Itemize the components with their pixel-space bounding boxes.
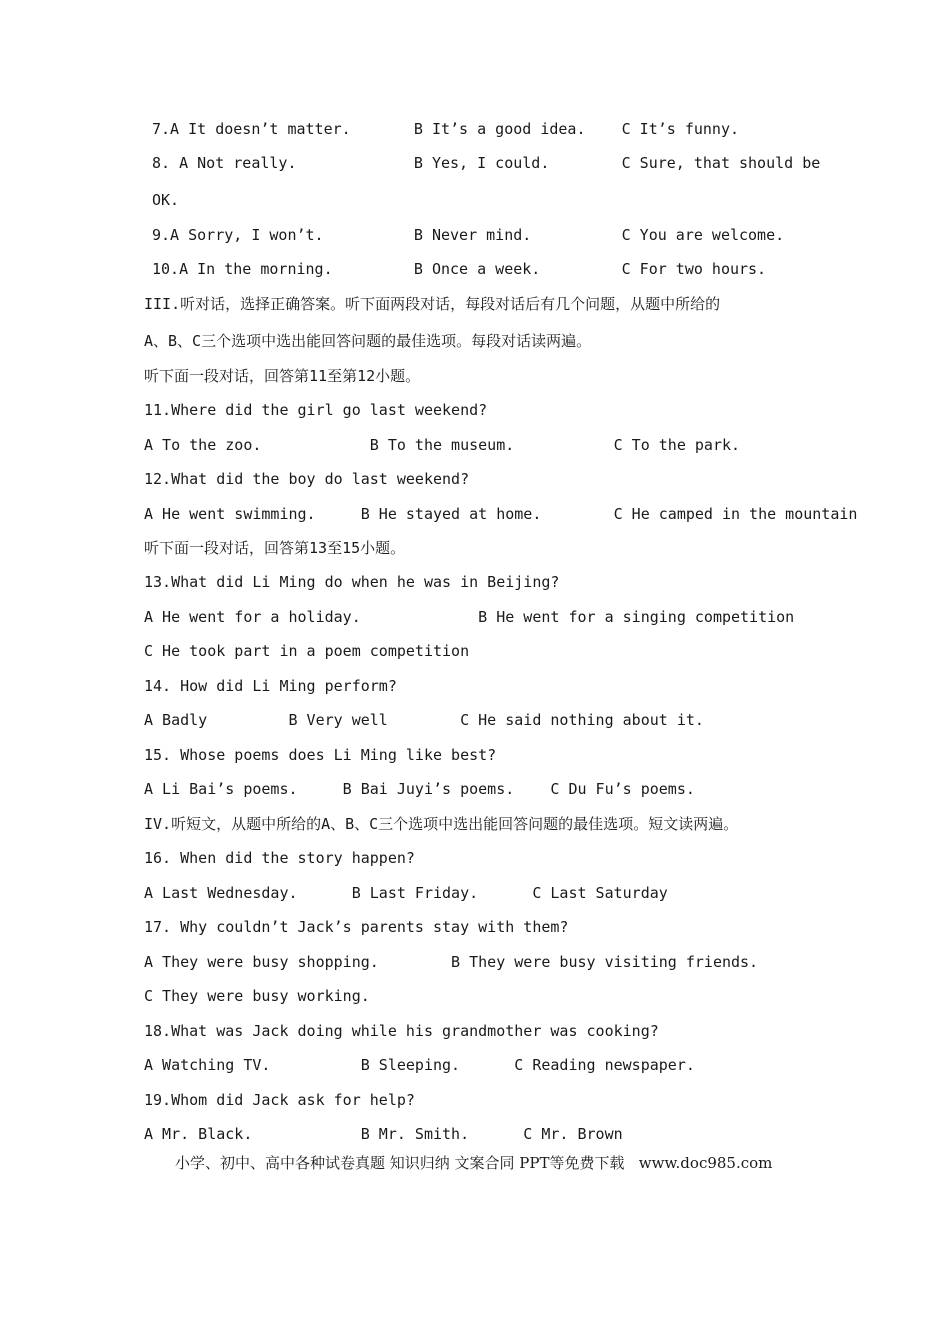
options-16: A Last Wednesday. B Last Friday. C Last Saturday (144, 884, 668, 902)
question-16: 16. When did the story happen? (144, 849, 415, 867)
question-14: 14. How did Li Ming perform? (144, 677, 397, 695)
section-iii-heading: III.听对话，选择正确答案。听下面两段对话，每段对话后有几个问题，从题中所给的 (144, 295, 721, 313)
page-footer: 小学、初中、高中各种试卷真题 知识归纳 文案合同 PPT等免费下载 www.doc985.com (175, 1154, 773, 1172)
options-13-cont: C He took part in a poem competition (144, 642, 470, 660)
question-13: 13.What did Li Ming do when he was in Beijing? (144, 573, 560, 591)
line-q10: 10.A In the morning. B Once a week. C For two hours. (152, 260, 767, 278)
line-q8-cont: OK. (152, 191, 180, 209)
options-19: A Mr. Black. B Mr. Smith. C Mr. Brown (144, 1125, 623, 1143)
options-17-cont: C They were busy working. (144, 987, 370, 1005)
section-iii-heading-cont: A、B、C三个选项中选出能回答问题的最佳选项。每段对话读两遍。 (144, 332, 592, 350)
line-q8: 8. A Not really. B Yes, I could. C Sure, that should be (152, 154, 821, 172)
question-12: 12.What did the boy do last weekend? (144, 470, 470, 488)
dialogue-instruction-1: 听下面一段对话，回答第11至第12小题。 (144, 367, 421, 385)
options-11: A To the zoo. B To the museum. C To the park. (144, 436, 741, 454)
options-17: A They were busy shopping. B They were busy visiting friends. (144, 953, 759, 971)
options-13: A He went for a holiday. B He went for a singing competition (144, 608, 795, 626)
dialogue-instruction-2: 听下面一段对话，回答第13至15小题。 (144, 539, 406, 557)
options-15: A Li Bai’s poems. B Bai Juyi’s poems. C Du Fu’s poems. (144, 780, 695, 798)
section-iv-heading: IV.听短文，从题中所给的A、B、C三个选项中选出能回答问题的最佳选项。短文读两遍。 (144, 815, 739, 833)
question-15: 15. Whose poems does Li Ming like best? (144, 746, 497, 764)
options-12: A He went swimming. B He stayed at home. C He camped in the mountain (144, 505, 858, 523)
question-17: 17. Why couldn’t Jack’s parents stay with them? (144, 918, 569, 936)
question-18: 18.What was Jack doing while his grandmother was cooking? (144, 1022, 659, 1040)
question-19: 19.Whom did Jack ask for help? (144, 1091, 415, 1109)
options-14: A Badly B Very well C He said nothing about it. (144, 711, 704, 729)
question-11: 11.Where did the girl go last weekend? (144, 401, 488, 419)
line-q9: 9.A Sorry, I won’t. B Never mind. C You are welcome. (152, 226, 785, 244)
line-q7: 7.A It doesn’t matter. B It’s a good idea. C It’s funny. (152, 120, 739, 138)
options-18: A Watching TV. B Sleeping. C Reading newspaper. (144, 1056, 695, 1074)
